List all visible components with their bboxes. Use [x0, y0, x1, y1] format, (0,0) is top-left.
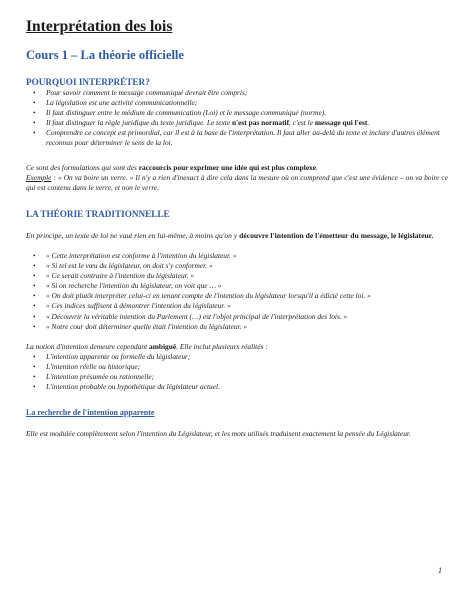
list-item: • L'intention présumée ou rationnelle; [33, 371, 155, 381]
list-item: • Pour savoir comment le message communiqué devrait être compris; [33, 88, 248, 97]
bold-phrase: découvre l'intention de l'émetteur du message, le législateur [239, 230, 432, 240]
list-item: • L'intention réelle ou historique; [33, 361, 141, 371]
list-item: • La législation est une activité communicationnelle; [33, 98, 198, 108]
list-item: • « Ces indices suffisent à démontrer l'intention du législateur. » [33, 301, 231, 311]
list-item: • « Découvrir la véritable intention du Parlement (…) est l'objet principal de l'interprétation des lois. » [33, 311, 348, 321]
list-item: • « Si on recherche l'intention du législateur, on voit que … » [33, 281, 222, 291]
example-label: Exemple [26, 172, 52, 182]
bullet-icon: • [33, 119, 36, 128]
notion-paragraph: La notion d'intention demeure cependant ambiguë. Elle inclut plusieurs réalités : [26, 341, 268, 351]
list-item: • L'intention probable ou hypothétique du législateur actuel. [33, 382, 220, 392]
bullet-icon: • [33, 89, 36, 97]
bullet-icon: • [33, 282, 36, 291]
quotes-list [26, 251, 448, 332]
why-bullet-list [26, 88, 448, 149]
bullet-icon: • [33, 109, 36, 118]
bullet-icon: • [33, 302, 36, 311]
bullet-icon: • [33, 362, 36, 371]
traditional-intro: En principe, un texte de loi ne vaut rien en lui-même, à moins qu'on y découvre l'intention de l'émetteur du message, le législateur. [26, 230, 434, 240]
bullet-icon: • [33, 383, 36, 392]
list-item: • « Cette interprétation est conforme à l'intention du législateur. » [33, 250, 237, 260]
why-section-heading: POURQUOI INTERPRÉTER? [26, 77, 150, 87]
list-item: • Il faut distinguer entre le médium de communication (Loi) et le message communiqué (norme). [33, 108, 327, 118]
course-heading: Cours 1 – La théorie officielle [26, 48, 184, 62]
document-title: Interprétation des lois [26, 18, 173, 35]
bold-phrase: raccourcis pour exprimer une idée qui est plus complexe [138, 162, 317, 172]
bold-phrase: message qui l'est [314, 118, 368, 128]
list-item: • « Si tel est le vœu du législateur, on doit s'y conformer. » [33, 261, 213, 271]
apparent-intention-heading: La recherche de l'intention apparente [26, 408, 155, 418]
bold-phrase: n'est pas normatif [231, 118, 290, 128]
realities-list [26, 352, 448, 392]
bullet-icon: • [33, 251, 36, 260]
list-item: • Comprendre ce concept est primordial, car il est à la base de l'interprétation. Il faut aller au-delà du texte et inclure d'autres élément reconnus pour déterminer le sens de la loi. [33, 128, 440, 148]
bullet-icon: • [33, 352, 36, 361]
apparent-intention-paragraph: Elle est modulée complètement selon l'intention du Législateur, et les mots utilisés traduisent exactement la pensée du Législateur. [26, 429, 411, 439]
list-item: • Il faut distinguer la règle juridique du texte juridique. Le texte n'est pas normatif, c'est le message qui l'est. [33, 118, 370, 128]
bullet-icon: • [33, 272, 36, 281]
list-item: • « On doit plutôt interpréter celui-ci en tenant compte de l'intention du législateur lorsqu'il a édicté cette loi. » [33, 291, 371, 301]
bullet-icon: • [33, 292, 36, 301]
page-number: 1 [438, 566, 442, 575]
example-paragraph: Exemple : « On va boire un verre. » Il n'y a rien d'inexact à dire cela dans la mesure où on comprend que c'est une évidence – on va boire ce qui est contenu dans le verre, et non le verre. [26, 172, 448, 192]
list-item: • L'intention apparente ou formelle du législateur; [33, 351, 191, 361]
bullet-icon: • [33, 312, 36, 321]
bold-phrase: ambiguë [149, 341, 177, 351]
list-item: • « Ce serait contraire à l'intention du législateur. » [33, 271, 195, 281]
document-page [26, 18, 448, 439]
bullet-icon: • [33, 372, 36, 381]
summary-paragraph: Ce sont des formulations qui sont des raccourcis pour exprimer une idée qui est plus complexe. [26, 162, 318, 172]
bullet-icon: • [33, 99, 36, 108]
list-item: • « Notre cour doit déterminer quelle était l'intention du législateur. » [33, 321, 248, 331]
traditional-section-heading: LA THÉORIE TRADITIONNELLE [26, 208, 170, 219]
bullet-icon: • [33, 129, 36, 138]
bullet-icon: • [33, 322, 36, 331]
bullet-icon: • [33, 262, 36, 271]
